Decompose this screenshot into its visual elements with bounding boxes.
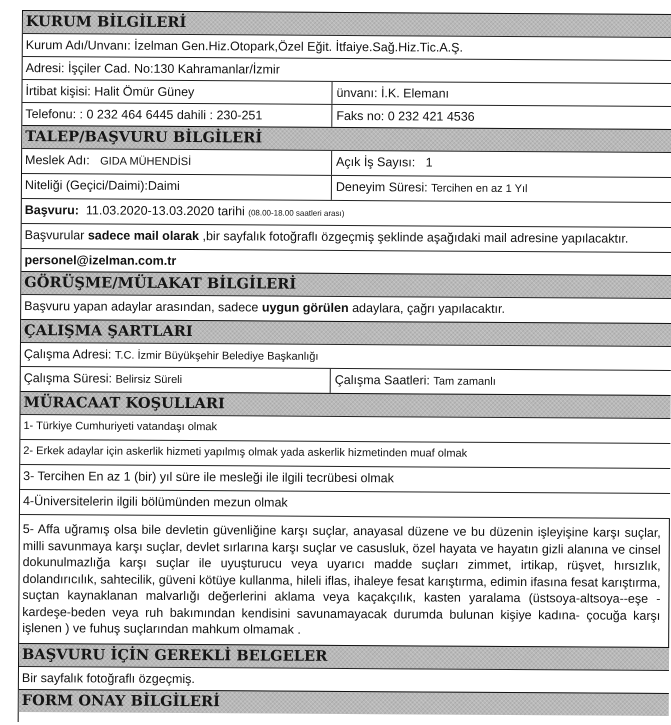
acik-is-cell <box>331 151 671 177</box>
calisma-saat-cell <box>330 369 671 395</box>
deneyim-value: Tercihen en az 1 Yıl <box>431 182 528 196</box>
section-header-gorusme: GÖRÜŞME/MÜLAKAT BİLGİLERİ <box>21 271 671 298</box>
gorusme-cell <box>21 295 505 322</box>
gorusme-row <box>21 294 671 323</box>
email-cell <box>21 249 176 272</box>
nitelik-text: Niteliği (Geçici/Daimi):Daimi <box>24 178 180 193</box>
acik-is-label: Açık İş Sayısı: <box>336 154 416 170</box>
gorusme-bold: uygun görülen <box>261 300 349 316</box>
telefon-text: Telefonu: : 0 232 464 6445 dahili : 230-251 <box>25 107 263 123</box>
basvuru-label: Başvuru: <box>24 203 80 218</box>
kosul-5: 5- Affa uğramış olsa bile devletin güvenliğine karşı suçlar, anayasal düzene ve bu düzenin işleyişine karşı suçlar, milli savunmaya karşı suçlar, devlet sırlarına karşı suçlar ve casusluk, özel hayata ve hayatın gizli alanına ve cinsel dokunulmazlığa karşı suçlar ile uyuşturucu veya uyarıcı madde suçları zimmet, irtikap, rüşvet, hırsızlık, dolandırıcılık, sahtecilik, güveni kötüye kullanma, hileli iflas, ihaleye fesat karıştırma, edimin ifasına fesat karıştırma, suçtan kaynaklanan malvarlığı değerlerini aklama veya kaçakçılık, kasten yaralama (üstsoya-altsoya--eşe -kardeşe-beden veya ruh bakımından kendisini savunamayacak durumda bulunan kişiye kadına- çocuğa karşı işlenen ) ve fuhuş suçlarından mahkum olmamak . <box>19 515 670 646</box>
basvurular-prefix: Başvurular <box>24 228 88 243</box>
section-header-calisma: ÇALIŞMA ŞARTLARI <box>21 319 671 346</box>
basvuru-cell <box>22 199 345 225</box>
faks-text: Faks no: 0 232 421 4536 <box>331 105 671 129</box>
irtibat-text: İrtibat kişisi: Halit Ömür Güney <box>25 84 195 100</box>
calisma-sure-row <box>21 366 671 395</box>
calisma-sure-value: Belirsiz Süreli <box>115 373 183 386</box>
email-link[interactable]: personel@izelman.com.tr <box>24 253 177 268</box>
section-header-talep: TALEP/BAŞVURU BİLGİLERİ <box>22 125 671 152</box>
basvuru-dates: 11.03.2020-13.03.2020 tarihi <box>85 203 245 219</box>
kosul-2: 2- Erkek adaylar için askerlik hizmeti yapılmış olmak yada askerlik hizmetinden muaf olmak <box>23 445 468 460</box>
deneyim-label: Deneyim Süresi: <box>335 179 428 195</box>
basvurular-suffix: ,bir sayfalık fotoğraflı özgeçmiş şeklinde aşağıdaki mail adresine yapılacaktır. <box>199 229 629 246</box>
calisma-saat-value: Tam zamanlı <box>433 375 496 388</box>
section-header-belgeler: BAŞVURU İÇİN GEREKLİ BELGELER <box>19 642 669 669</box>
meslek-cell <box>22 149 331 175</box>
kosul-4: 4-Üniversitelerin ilgili bölümünden mezun olmak <box>22 494 288 510</box>
section-header-muracaat: MÜRACAAT KOŞULLARI <box>21 391 671 418</box>
basvurular-cell <box>22 224 629 252</box>
nitelik-row <box>22 173 671 202</box>
adres-row <box>23 56 671 83</box>
kosul-3: 3- Tercihen En az 1 (bir) yıl süre ile mesleği ile ilgili tecrübesi olmak <box>23 469 394 486</box>
calisma-adres-label: Çalışma Adresi: <box>23 347 112 362</box>
kosul-item <box>20 489 670 518</box>
meslek-label: Meslek Adı: <box>25 153 90 168</box>
calisma-sure-label: Çalışma Süresi: <box>23 371 113 386</box>
kurum-adi-text: Kurum Adı/Unvanı: İzelman Gen.Hiz.Otopark,Özel Eğit. İtfaiye.Sağ.Hiz.Tic.A.Ş. <box>25 38 464 55</box>
acik-is-value: 1 <box>425 155 433 170</box>
belgeler-row <box>19 665 669 692</box>
gorusme-prefix: Başvuru yapan adaylar arasından, sadece <box>24 299 262 315</box>
basvurular-row <box>22 223 671 252</box>
calisma-sure-cell <box>21 367 330 393</box>
kosul-1: 1- Türkiye Cumhuriyeti vatandaşı olmak <box>23 420 218 434</box>
unvan-text: ünvanı: İ.K. Elemanı <box>331 82 671 106</box>
kosul-item <box>20 439 670 468</box>
calisma-adres-value: T.C. İzmir Büyükşehir Belediye Başkanlığı <box>114 349 319 363</box>
kurum-adi-row <box>23 33 671 60</box>
calisma-adres-row <box>21 342 671 370</box>
job-posting-form <box>18 10 671 725</box>
calisma-saat-label: Çalışma Saatleri: <box>334 372 430 388</box>
kosul-item <box>20 414 670 443</box>
calisma-adres-cell <box>21 343 319 368</box>
gorusme-suffix: adaylara, çağrı yapılacaktır. <box>348 301 506 316</box>
telefon-row <box>22 102 671 129</box>
basvuru-row <box>22 198 671 227</box>
basvurular-bold: sadece mail olarak <box>87 228 200 244</box>
section-header-kurum: KURUM BİLGİLERİ <box>23 10 671 37</box>
deneyim-cell <box>331 176 671 202</box>
basvuru-hours: (08.00-18.00 saatleri arası) <box>248 208 345 218</box>
belgeler-text: Bir sayfalık fotoğraflı özgeçmiş. <box>21 670 195 686</box>
section-header-form-onay: FORM ONAY BİLGİLERİ <box>19 688 669 715</box>
meslek-row <box>22 148 671 177</box>
kosul-item <box>19 514 670 646</box>
irtibat-row <box>22 79 671 106</box>
meslek-value: GIDA MÜHENDİSİ <box>100 155 192 169</box>
adres-text: Adresi: İşçiler Cad. No:130 Kahramanlar/İzmir <box>25 61 280 77</box>
email-row <box>21 248 671 275</box>
kosul-item <box>20 464 670 493</box>
